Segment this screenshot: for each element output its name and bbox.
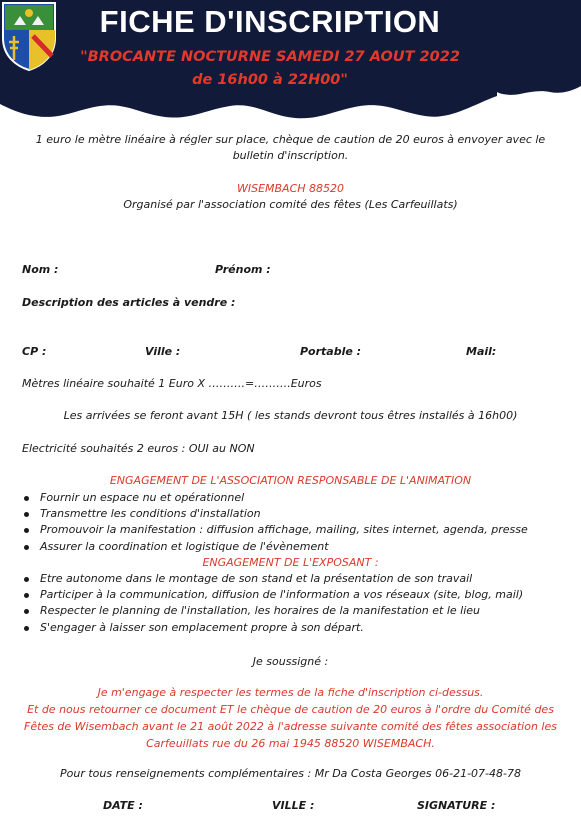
contact-info: Pour tous renseignements complémentaires : Mr Da Costa Georges 06-21-07-48-78 bbox=[59, 767, 521, 780]
terms-line2: Et de nous retourner ce document ET le chèque de caution de 20 euros à l'ordre du Comité des bbox=[27, 703, 554, 716]
mail-field-label: Mail: bbox=[466, 345, 497, 358]
undersigned-label: Je soussigné : bbox=[252, 655, 329, 668]
list-item: Fournir un espace nu et opérationnel bbox=[22, 490, 528, 506]
list-item: Assurer la coordination et logistique de l'évènement bbox=[22, 539, 528, 555]
event-subtitle-line2: de 16h00 à 22H00" bbox=[192, 72, 348, 88]
terms-line3: Fêtes de Wisembach avant le 21 août 2022 à l'adresse suivante comité des fêtes association les bbox=[24, 720, 557, 733]
header-banner bbox=[0, 0, 581, 122]
ville-field-label: Ville : bbox=[145, 345, 181, 358]
event-subtitle-line1: "BROCANTE NOCTURNE SAMEDI 27 AOUT 2022 bbox=[80, 49, 460, 65]
terms-paragraph bbox=[0, 684, 581, 752]
arrivals-note: Les arrivées se feront avant 15H ( les stands devront tous êtres installés à 16h00) bbox=[63, 409, 518, 422]
metres-line: Mètres linéaire souhaité 1 Euro X ……….=……….Euros bbox=[22, 377, 322, 390]
intro-line1: 1 euro le mètre linéaire à régler sur place, chèque de caution de 20 euros à envoyer avec le bbox=[35, 133, 546, 146]
exhibitor-engagement-heading: ENGAGEMENT DE L'EXPOSANT : bbox=[202, 556, 379, 569]
list-item: Participer à la communication, diffusion de l'information a vos réseaux (site, blog, mail) bbox=[22, 587, 523, 603]
nom-field-label: Nom : bbox=[22, 263, 59, 276]
association-engagement-list bbox=[22, 490, 528, 555]
organizer-text: Organisé par l'association comité des fêtes (Les Carfeuillats) bbox=[123, 198, 458, 211]
cp-field-label: CP : bbox=[22, 345, 47, 358]
intro-line2: bulletin d'inscription. bbox=[232, 149, 349, 162]
association-engagement-heading: ENGAGEMENT DE L'ASSOCIATION RESPONSABLE DE L'ANIMATION bbox=[109, 474, 472, 487]
signature-field-label: SIGNATURE : bbox=[417, 799, 496, 812]
coat-of-arms-icon bbox=[0, 0, 58, 72]
list-item: Promouvoir la manifestation : diffusion affichage, mailing, sites internet, agenda, presse bbox=[22, 522, 528, 538]
description-field-label: Description des articles à vendre : bbox=[22, 296, 236, 309]
page-title: FICHE D'INSCRIPTION bbox=[99, 4, 441, 39]
terms-line4: Carfeuillats rue du 26 mai 1945 88520 WISEMBACH. bbox=[146, 737, 435, 750]
list-item: Transmettre les conditions d'installation bbox=[22, 506, 528, 522]
list-item: S'engager à laisser son emplacement propre à son départ. bbox=[22, 620, 523, 636]
town-label: WISEMBACH 88520 bbox=[236, 182, 345, 195]
date-field-label: DATE : bbox=[103, 799, 143, 812]
exhibitor-engagement-list bbox=[22, 571, 523, 636]
terms-line1: Je m'engage à respecter les termes de la fiche d'inscription ci-dessus. bbox=[97, 686, 484, 699]
portable-field-label: Portable : bbox=[300, 345, 362, 358]
electricity-option: Electricité souhaités 2 euros : OUI au NON bbox=[22, 442, 255, 455]
list-item: Etre autonome dans le montage de son stand et la présentation de son travail bbox=[22, 571, 523, 587]
city-field-label: VILLE : bbox=[272, 799, 315, 812]
prenom-field-label: Prénom : bbox=[215, 263, 271, 276]
list-item: Respecter le planning de l'installation, les horaires de la manifestation et le lieu bbox=[22, 603, 523, 619]
